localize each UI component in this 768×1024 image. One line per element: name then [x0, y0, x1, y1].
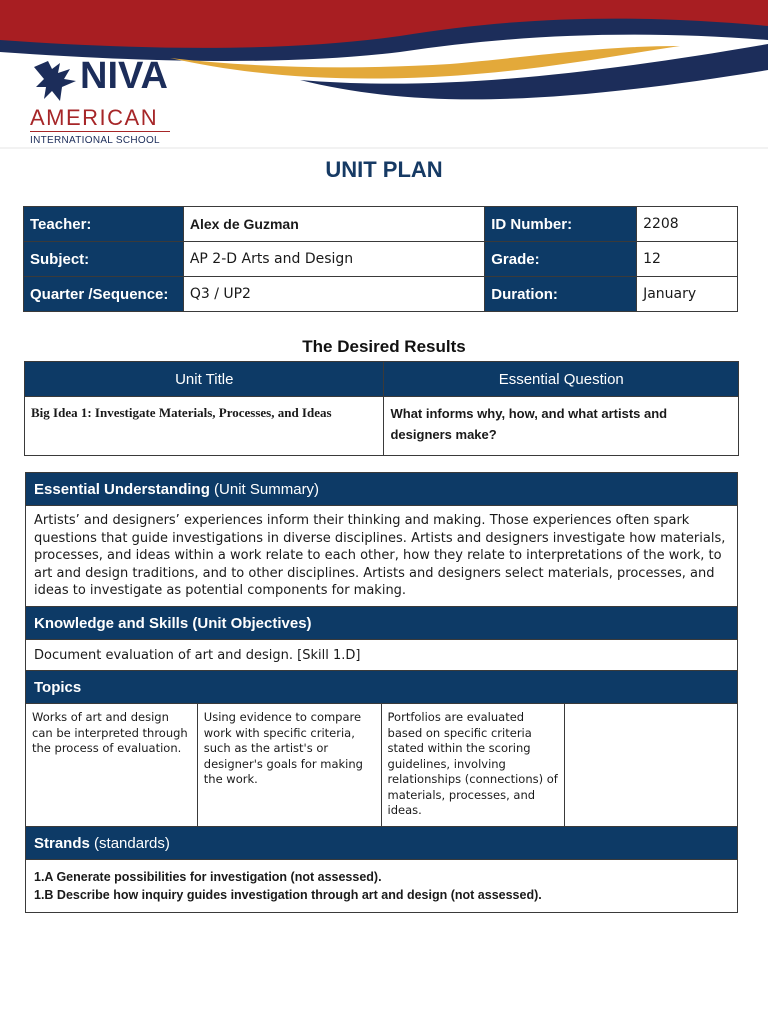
knowledge-skills-header: Knowledge and Skills (Unit Objectives) [26, 607, 738, 640]
teacher-label: Teacher: [24, 207, 184, 242]
table-row [26, 473, 738, 506]
table-row [26, 640, 738, 671]
subject-value: AP 2-D Arts and Design [183, 242, 484, 277]
strand-item: 1.B Describe how inquiry guides investigation through art and design (not assessed). [34, 888, 542, 902]
table-row [26, 506, 738, 607]
strands-subtitle: (standards) [94, 834, 170, 852]
strands-title: Strands [34, 834, 90, 852]
essential-question-value: What informs why, how, and what artists and designers make? [384, 397, 739, 456]
logo-subtitle: AMERICAN [30, 105, 159, 130]
topics-header: Topics [26, 671, 738, 704]
knowledge-skills-text: Document evaluation of art and design. [Skill 1.D] [26, 640, 738, 671]
grade-value: 12 [637, 242, 738, 277]
strands-header [26, 827, 738, 860]
strands-text [26, 860, 738, 913]
duration-value: January [637, 277, 738, 312]
table-row [25, 362, 739, 397]
unit-title-value: Big Idea 1: Investigate Materials, Processes, and Ideas [25, 397, 384, 456]
essential-understanding-text: Artists’ and designers’ experiences inform their thinking and making. Those experiences often spark questions that guide investigations in diverse disciplines. Artists and designers investigate how materials, processes, and ideas within a work relate to each other, how they relate to interpretations of the work, to art and design traditions, and to other disciplines. Artists and designers select materials, processes, and ideas to investigate as potential components for making. [26, 506, 738, 607]
school-logo [28, 55, 188, 150]
id-value: 2208 [637, 207, 738, 242]
table-row [26, 607, 738, 640]
table-row [24, 277, 738, 312]
table-row [25, 397, 739, 456]
essential-understanding-header [26, 473, 738, 506]
section-heading: The Desired Results [302, 337, 466, 356]
topic-item: Using evidence to compare work with specific criteria, such as the artist's or designer's goals for making the work. [197, 704, 381, 827]
duration-label: Duration: [485, 277, 637, 312]
quarter-label: Quarter /Sequence: [24, 277, 184, 312]
eagle-icon [30, 57, 80, 105]
table-row [26, 671, 738, 704]
teacher-value: Alex de Guzman [183, 207, 484, 242]
logo-divider [30, 131, 170, 132]
logo-tagline: INTERNATIONAL SCHOOL [30, 135, 160, 146]
topic-item: Portfolios are evaluated based on specific criteria stated within the scoring guidelines, involving relationships (connections) of materials, processes, and ideas. [381, 704, 565, 827]
strand-item: 1.A Generate possibilities for investigation (not assessed). [34, 870, 382, 884]
info-table [23, 206, 738, 312]
essential-question-header: Essential Question [384, 362, 739, 397]
table-row [26, 827, 738, 860]
table-row [24, 242, 738, 277]
table-row [26, 704, 738, 827]
logo-wordmark: NIVA [80, 55, 168, 97]
table-row [24, 207, 738, 242]
essential-understanding-subtitle: (Unit Summary) [214, 480, 320, 498]
subject-label: Subject: [24, 242, 184, 277]
topic-item: Works of art and design can be interpreted through the process of evaluation. [26, 704, 198, 827]
id-label: ID Number: [485, 207, 637, 242]
unit-title-header: Unit Title [25, 362, 384, 397]
page-title: UNIT PLAN [325, 157, 443, 182]
quarter-value: Q3 / UP2 [183, 277, 484, 312]
table-row [26, 860, 738, 913]
desired-results-table [24, 361, 739, 456]
topic-item [565, 704, 738, 827]
unit-details-table [25, 472, 738, 913]
grade-label: Grade: [485, 242, 637, 277]
essential-understanding-title: Essential Understanding [34, 480, 210, 498]
